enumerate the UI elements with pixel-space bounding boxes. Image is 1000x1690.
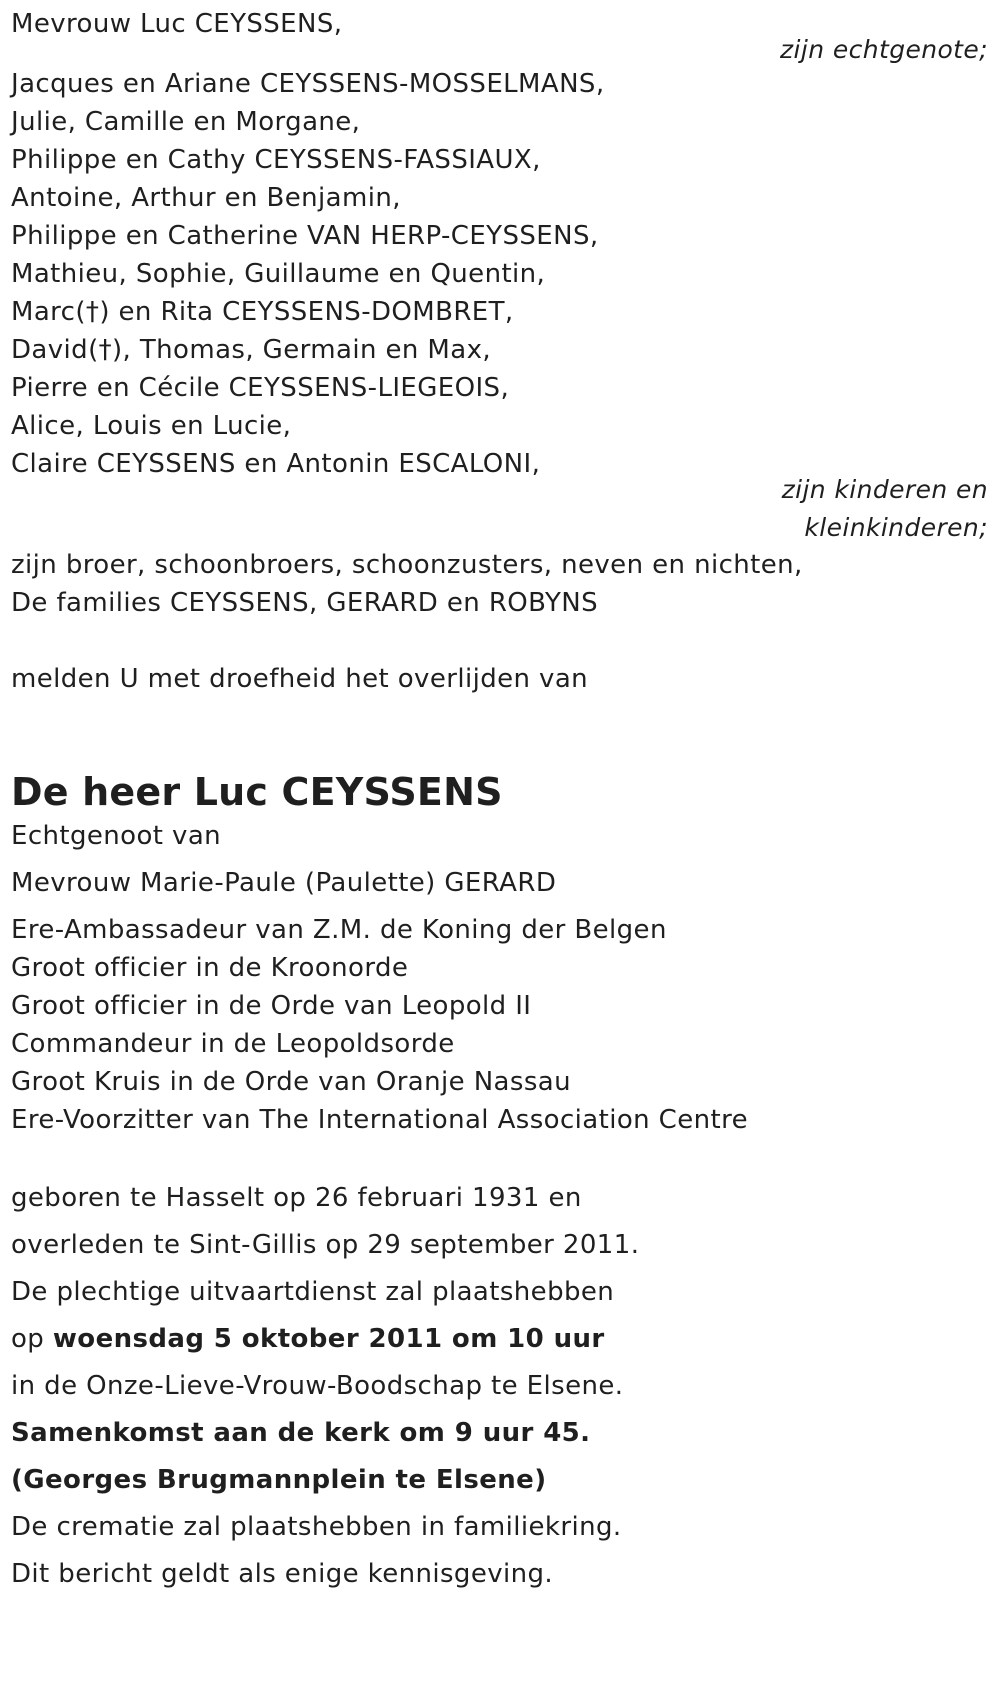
family-role-line-2: kleinkinderen; (804, 513, 988, 542)
family-line: David(†), Thomas, Germain en Max, (11, 335, 492, 365)
service-date: woensdag 5 oktober 2011 om 10 uur (52, 1324, 605, 1354)
spouse-name: Mevrouw Marie-Paule (Paulette) GERARD (11, 868, 557, 898)
cremation-line: De crematie zal plaatshebben in familiekring. (11, 1512, 622, 1542)
widow-role: zijn echtgenote; (780, 35, 988, 64)
death-line: overleden te Sint-Gillis op 29 september 2011. (11, 1230, 640, 1260)
family-line: Philippe en Cathy CEYSSENS-FASSIAUX, (11, 145, 541, 175)
family-line: Philippe en Catherine VAN HERP-CEYSSENS, (11, 221, 599, 251)
title-line: Groot officier in de Orde van Leopold II (11, 991, 532, 1021)
family-role-line-1: zijn kinderen en (781, 475, 988, 504)
notice-line: Dit bericht geldt als enige kennisgeving. (11, 1559, 554, 1589)
announcement-line: melden U met droefheid het overlijden van (11, 664, 589, 694)
service-prefix: op (11, 1324, 45, 1354)
family-line: Jacques en Ariane CEYSSENS-MOSSELMANS, (11, 69, 605, 99)
spouse-label: Echtgenoot van (11, 821, 222, 851)
relatives-line-2: De families CEYSSENS, GERARD en ROBYNS (11, 588, 598, 618)
widow-line: Mevrouw Luc CEYSSENS, (11, 9, 343, 39)
relatives-line-1: zijn broer, schoonbroers, schoonzusters, neven en nichten, (11, 550, 803, 580)
family-line: Alice, Louis en Lucie, (11, 411, 292, 441)
service-date-line (11, 1319, 605, 1359)
gathering-place-line: (Georges Brugmannplein te Elsene) (11, 1465, 547, 1495)
family-line: Mathieu, Sophie, Guillaume en Quentin, (11, 259, 546, 289)
title-line: Ere-Voorzitter van The International Association Centre (11, 1105, 749, 1135)
service-intro-line: De plechtige uitvaartdienst zal plaatshebben (11, 1277, 615, 1307)
family-line: Julie, Camille en Morgane, (11, 107, 361, 137)
gathering-line: Samenkomst aan de kerk om 9 uur 45. (11, 1418, 591, 1448)
title-line: Groot Kruis in de Orde van Oranje Nassau (11, 1067, 571, 1097)
title-line: Ere-Ambassadeur van Z.M. de Koning der Belgen (11, 915, 667, 945)
family-line: Pierre en Cécile CEYSSENS-LIEGEOIS, (11, 373, 510, 403)
family-line: Marc(†) en Rita CEYSSENS-DOMBRET, (11, 297, 514, 327)
deceased-name: De heer Luc CEYSSENS (11, 770, 503, 814)
title-line: Commandeur in de Leopoldsorde (11, 1029, 455, 1059)
service-place-line: in de Onze-Lieve-Vrouw-Boodschap te Elsene. (11, 1371, 624, 1401)
title-line: Groot officier in de Kroonorde (11, 953, 409, 983)
birth-line: geboren te Hasselt op 26 februari 1931 en (11, 1183, 582, 1213)
family-line: Claire CEYSSENS en Antonin ESCALONI, (11, 449, 541, 479)
family-line: Antoine, Arthur en Benjamin, (11, 183, 401, 213)
